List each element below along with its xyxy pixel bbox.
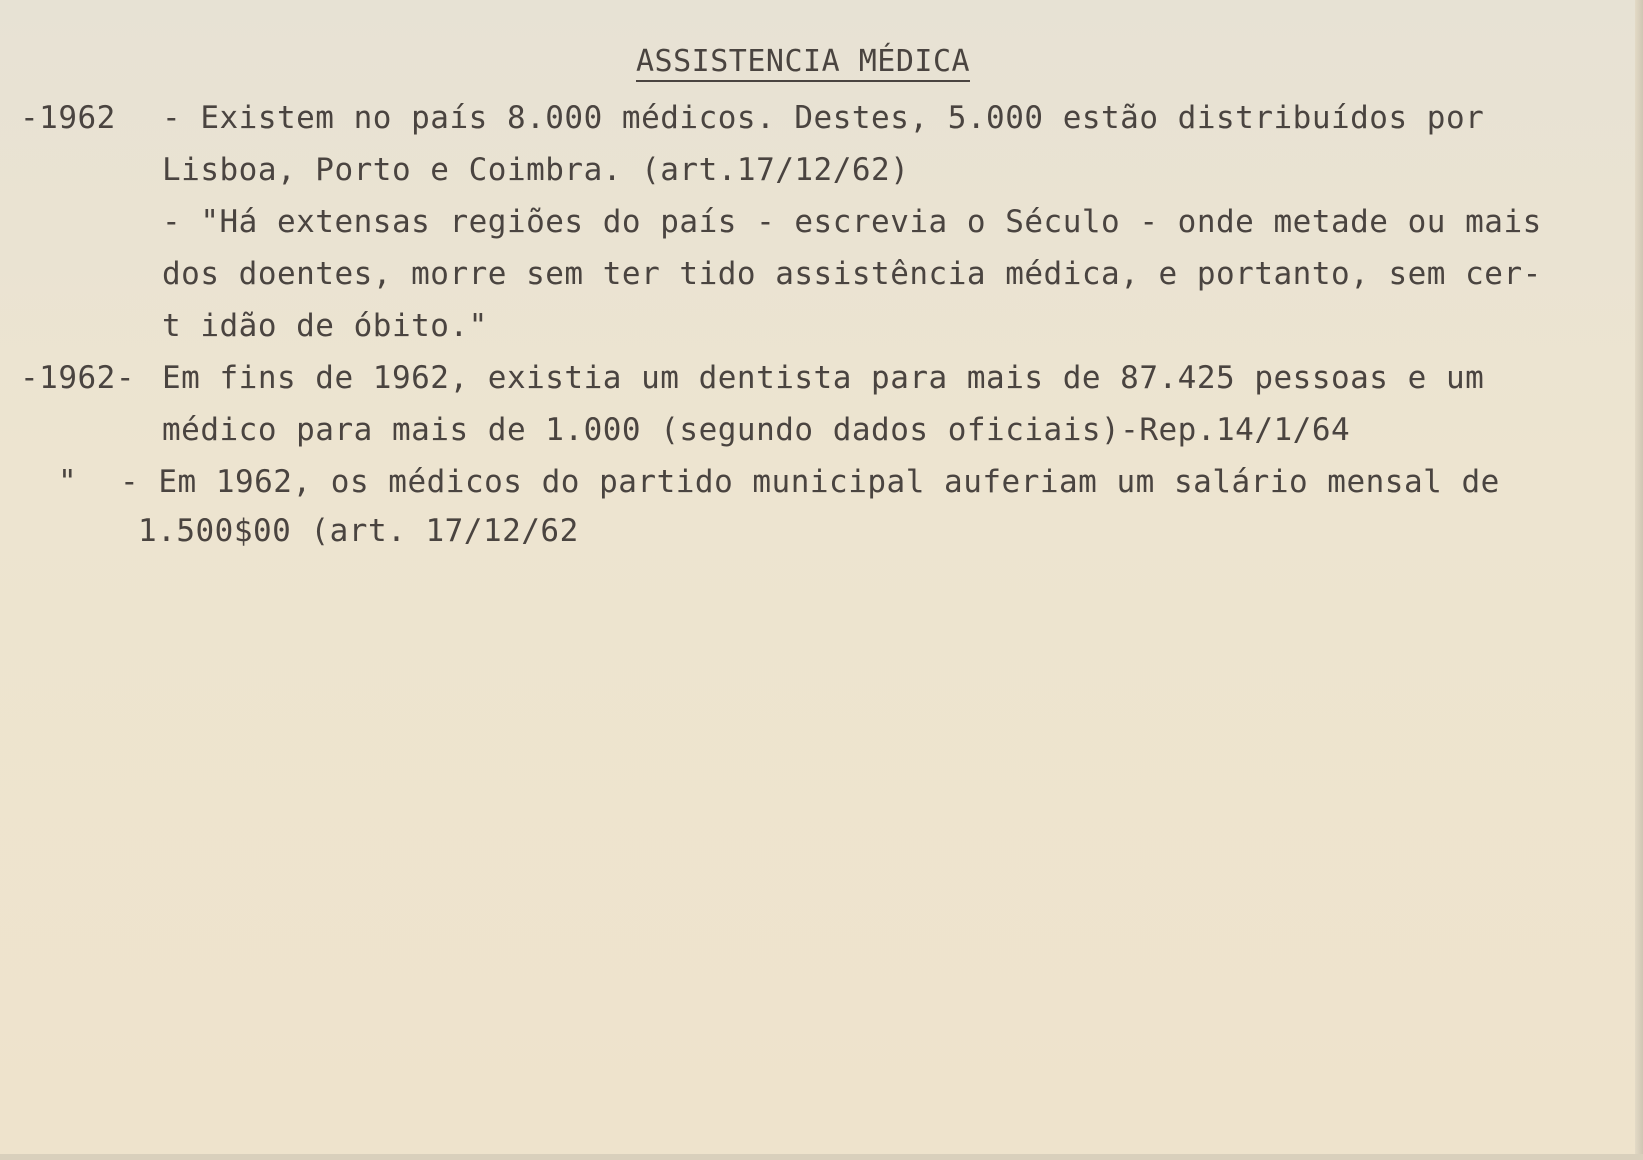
entry-1-line-4: dos doentes, morre sem ter tido assistência médica, e portanto, sem cer-	[162, 256, 1542, 292]
entry-1-date: -1962	[20, 100, 116, 136]
card-bottom-edge	[0, 1154, 1643, 1160]
entry-3-ditto-mark: "	[58, 464, 78, 500]
entry-2-line-1: Em fins de 1962, existia um dentista para mais de 87.425 pessoas e um	[162, 360, 1485, 396]
entry-2-date: -1962-	[20, 360, 135, 396]
entry-1-line-2: Lisboa, Porto e Coimbra. (art.17/12/62)	[162, 152, 910, 188]
entry-3-line-1: - Em 1962, os médicos do partido municipal auferiam um salário mensal de	[120, 464, 1500, 500]
card-right-edge	[1635, 0, 1643, 1160]
entry-1-line-1: - Existem no país 8.000 médicos. Destes, 5.000 estão distribuídos por	[162, 100, 1485, 136]
card-title: ASSISTENCIA MÉDICA	[636, 44, 970, 82]
entry-1-line-3: - "Há extensas regiões do país - escrevia o Século - onde metade ou mais	[162, 204, 1542, 240]
entry-1-line-5: t idão de óbito."	[162, 308, 488, 344]
entry-2-line-2: médico para mais de 1.000 (segundo dados oficiais)-Rep.14/1/64	[162, 412, 1351, 448]
entry-3-line-2: 1.500$00 (art. 17/12/62	[138, 513, 579, 549]
